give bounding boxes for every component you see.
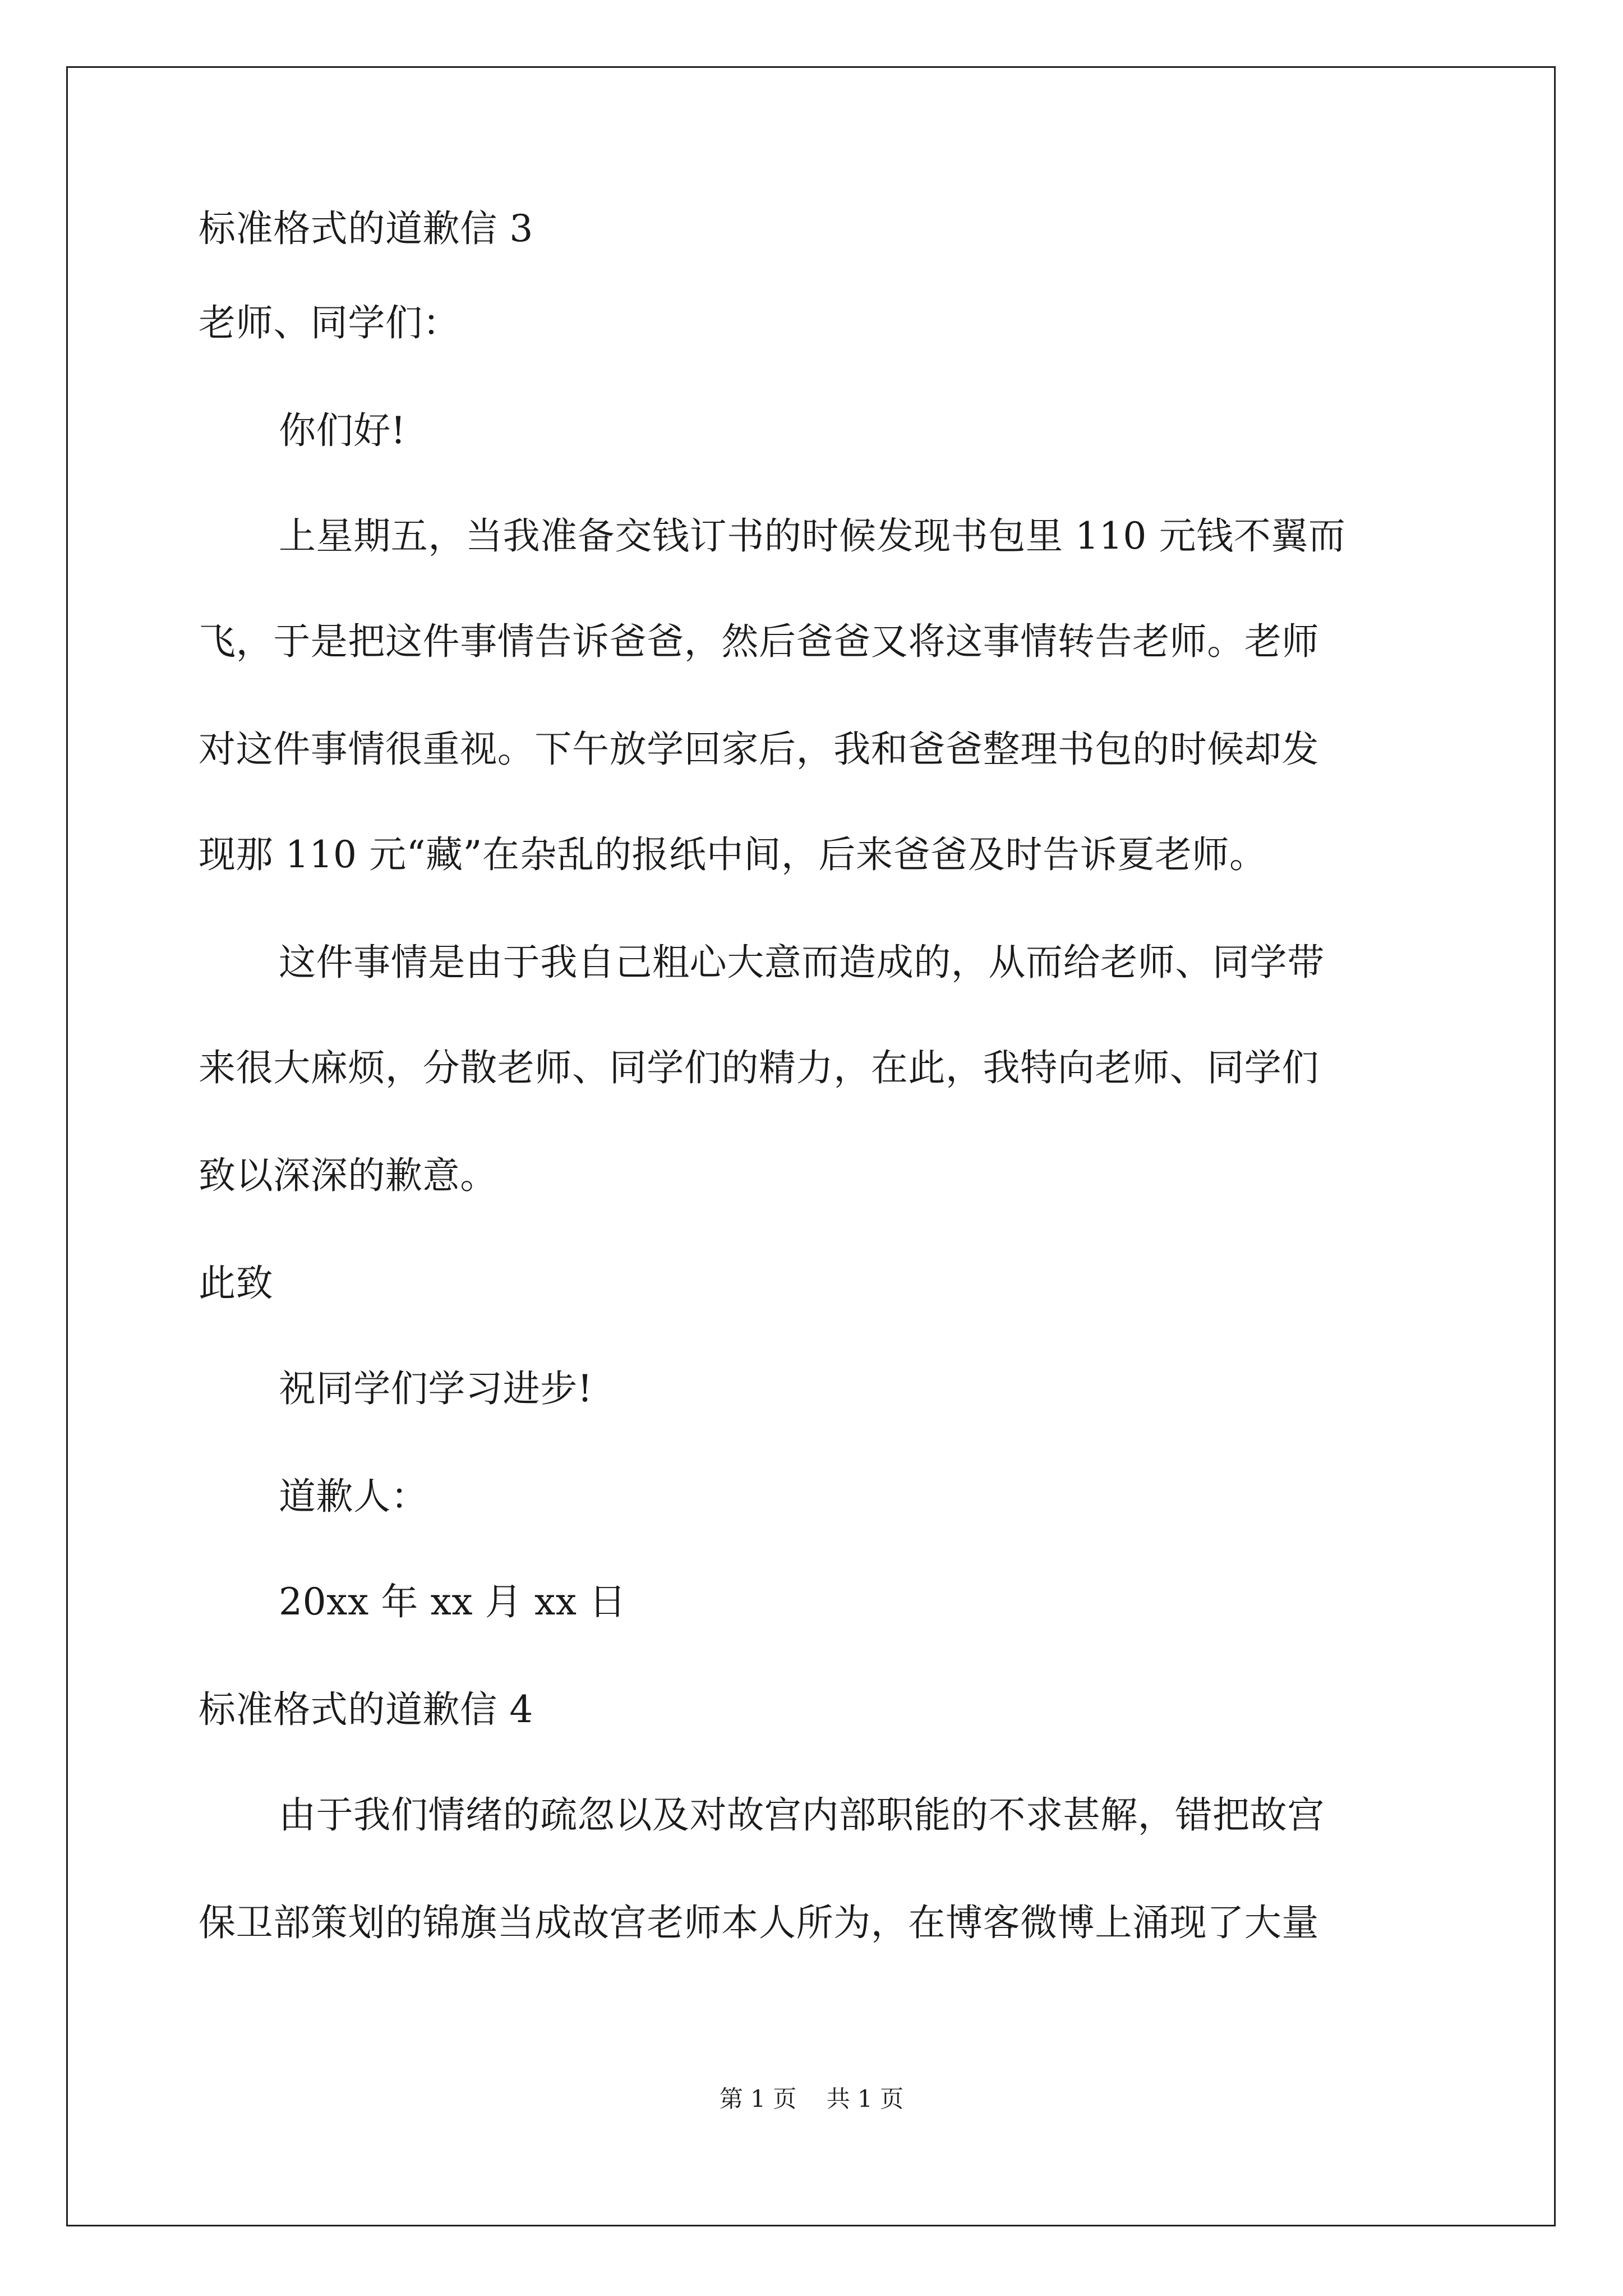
salutation: 老师、同学们： [199, 301, 460, 344]
paragraph-1-line: 飞，于是把这件事情告诉爸爸，然后爸爸又将这事情转告老师。老师 [199, 620, 1319, 663]
paragraph-1-line: 对这件事情很重视。下午放学回家后，我和爸爸整理书包的时候却发 [199, 728, 1319, 771]
paragraph-1-line: 上星期五，当我准备交钱订书的时候发现书包里 110 元钱不翼而 [279, 514, 1346, 558]
signer-label: 道歉人： [279, 1475, 428, 1518]
page-footer: 第 1 页 共 1 页 [719, 2085, 904, 2113]
date: 20xx 年 xx 月 xx 日 [279, 1580, 626, 1623]
greeting: 你们好! [279, 409, 406, 452]
letter-3-title: 标准格式的道歉信 3 [199, 207, 533, 250]
paragraph-3-line: 保卫部策划的锦旗当成故宫老师本人所为，在博客微博上涌现了大量 [199, 1901, 1319, 1944]
paragraph-2-line: 来很大麻烦，分散老师、同学们的精力，在此，我特向老师、同学们 [199, 1046, 1319, 1089]
paragraph-2-line: 这件事情是由于我自己粗心大意而造成的，从而给老师、同学带 [279, 941, 1325, 984]
closing: 此致 [199, 1262, 274, 1305]
letter-4-title: 标准格式的道歉信 4 [199, 1688, 533, 1731]
wish: 祝同学们学习进步! [279, 1367, 593, 1410]
paragraph-3-line: 由于我们情绪的疏忽以及对故宫内部职能的不求甚解，错把故宫 [279, 1793, 1325, 1837]
paragraph-1-line: 现那 110 元“藏”在杂乱的报纸中间，后来爸爸及时告诉夏老师。 [199, 833, 1267, 876]
paragraph-2-line: 致以深深的歉意。 [199, 1154, 497, 1197]
